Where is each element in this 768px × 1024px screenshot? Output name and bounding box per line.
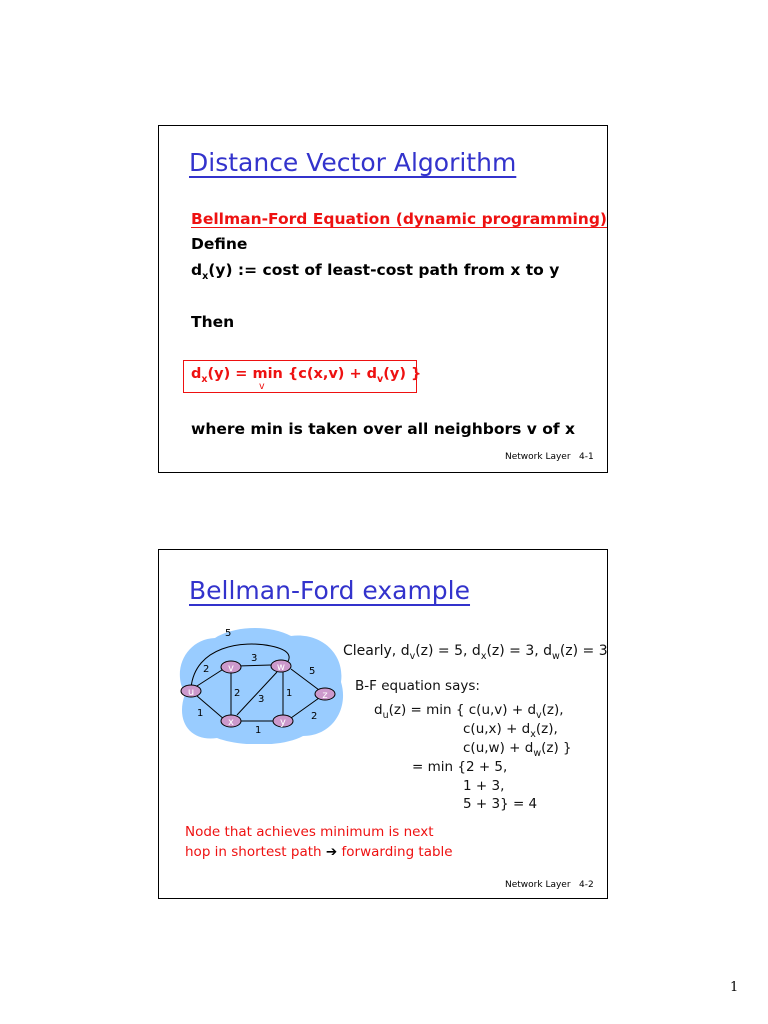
node-label-w: w (276, 662, 286, 673)
clearly-s2: x (480, 651, 487, 662)
cost-x-y: 1 (255, 725, 262, 736)
eq2-p2: (z), (535, 721, 558, 737)
then-label: Then (191, 313, 235, 331)
node-label-v: v (228, 663, 234, 674)
clearly-p3: (z) = 3, d (486, 643, 553, 659)
cost-w-y: 1 (286, 688, 293, 699)
footer-label: Network Layer (505, 452, 571, 462)
footer-page: 4-1 (579, 452, 594, 462)
clearly-s1: v (409, 651, 416, 662)
eq-sub-v: v (377, 374, 384, 385)
def-sub-x: x (202, 271, 209, 282)
def-d: d (191, 261, 203, 279)
slide-title: Distance Vector Algorithm (189, 148, 517, 177)
cost-v-x: 2 (234, 688, 241, 699)
note-line-2 (185, 844, 453, 860)
equation-line-5: 1 + 3, (463, 778, 505, 794)
cost-u-w: 5 (225, 628, 232, 639)
bellman-ford-equation (191, 366, 421, 385)
slide-title: Bellman-Ford example (189, 576, 471, 605)
eq2-s1: x (530, 729, 536, 740)
slide-bellman-ford-example (158, 549, 608, 899)
eq1-s1: u (382, 710, 389, 721)
footer-page: 4-2 (579, 880, 594, 890)
cost-u-v: 2 (203, 664, 210, 675)
arrow-right-icon: ➔ (325, 844, 338, 860)
note-line-1: Node that achieves minimum is next (185, 824, 434, 840)
bf-says: B-F equation says: (355, 678, 480, 694)
min-under-v: v (259, 381, 265, 392)
eq-end: (y) } (383, 366, 422, 382)
footer-label: Network Layer (505, 880, 571, 890)
clearly-line (343, 643, 608, 662)
eq-d: d (191, 366, 202, 382)
note2-pre: hop in shortest path (185, 844, 322, 860)
def-rest: (y) := cost of least-cost path from x to y (208, 261, 560, 279)
eq-mid: (y) = min {c(x,v) + d (207, 366, 378, 382)
eq1-p1: d (374, 702, 383, 718)
eq1-p2: (z) = min { c(u,v) + d (388, 702, 537, 718)
where-text: where min is taken over all neighbors v of x (191, 420, 576, 438)
cost-x-w: 3 (258, 694, 265, 705)
cost-y-z: 2 (311, 711, 318, 722)
eq1-p3: (z), (541, 702, 564, 718)
eq3-p2: (z) } (541, 740, 572, 756)
slide-distance-vector (158, 125, 608, 473)
node-label-u: u (187, 687, 195, 698)
cost-definition (191, 261, 559, 282)
equation-line-3 (463, 740, 572, 759)
node-label-z: z (322, 690, 328, 701)
eq-sub-x: x (201, 374, 208, 385)
page-number: 1 (730, 980, 739, 995)
equation-line-1 (374, 702, 564, 721)
clearly-p2: (z) = 5, d (415, 643, 481, 659)
equation-line-2 (463, 721, 558, 740)
eq1-s2: v (536, 710, 542, 721)
graph-cloud (180, 628, 343, 744)
clearly-p4: (z) = 3 (559, 643, 608, 659)
equation-line-4: = min {2 + 5, (412, 759, 508, 775)
bellman-ford-heading: Bellman-Ford Equation (dynamic programming) (191, 210, 607, 228)
define-label: Define (191, 235, 248, 253)
cost-w-z: 5 (309, 666, 316, 677)
node-label-y: y (280, 717, 286, 728)
note2-post: forwarding table (341, 844, 453, 860)
equation-line-6: 5 + 3} = 4 (463, 796, 538, 812)
eq2-p1: c(u,x) + d (463, 721, 531, 737)
node-label-x: x (228, 717, 234, 728)
eq3-s1: w (533, 748, 542, 759)
network-graph (173, 624, 349, 744)
clearly-p1: Clearly, d (343, 643, 410, 659)
cost-v-w: 3 (251, 653, 258, 664)
eq3-p1: c(u,w) + d (463, 740, 534, 756)
cost-u-x: 1 (197, 708, 204, 719)
clearly-s3: w (552, 651, 560, 662)
